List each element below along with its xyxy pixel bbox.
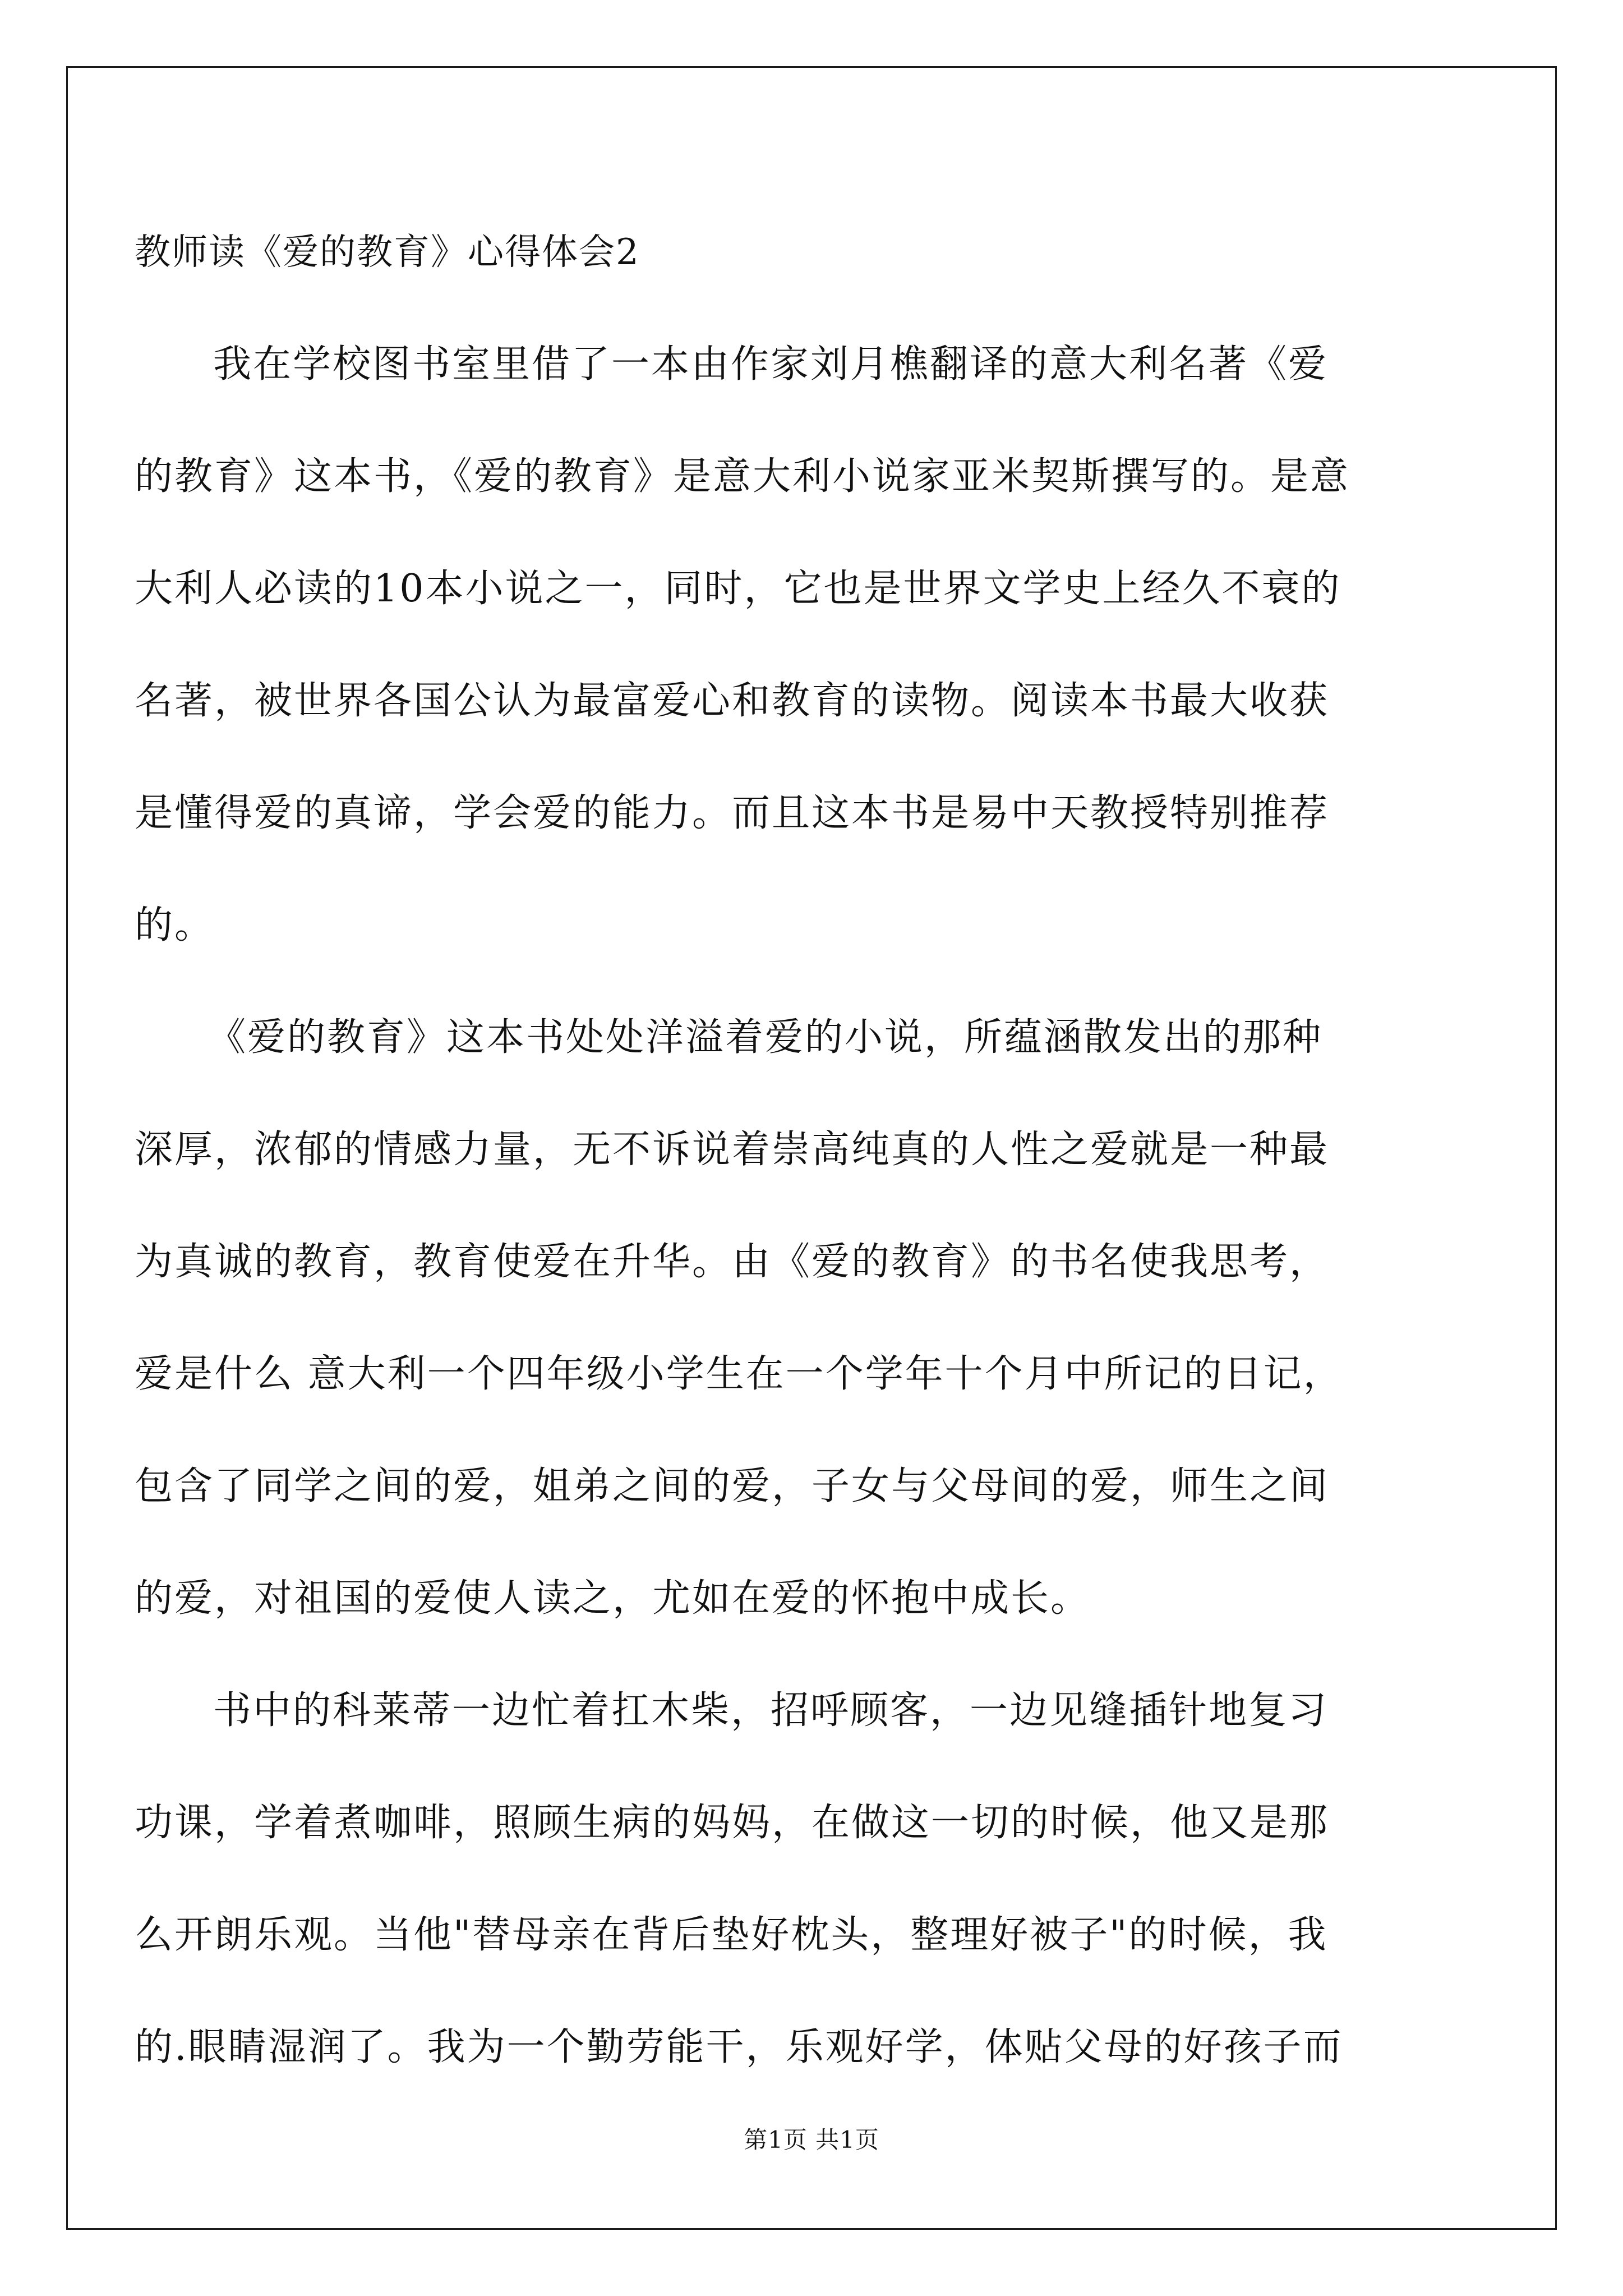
paragraph-3-line-4: 的.眼睛湿润了。我为一个勤劳能干，乐观好学，体贴父母的好孩子而: [135, 2025, 1343, 2069]
document-title: 教师读《爱的教育》心得体会2: [135, 232, 640, 273]
paragraph-1-line-2: 的教育》这本书，《爱的教育》是意大利小说家亚米契斯撰写的。是意: [135, 454, 1350, 499]
paragraph-2-line-2: 深厚，浓郁的情感力量，无不诉说着崇高纯真的人性之爱就是一种最: [135, 1128, 1330, 1172]
paragraph-1-line-6: 的。: [135, 903, 215, 947]
paragraph-1-line-4: 名著，被世界各国公认为最富爱心和教育的读物。阅读本书最大收获: [135, 679, 1330, 723]
paragraph-1-line-1: 我在学校图书室里借了一本由作家刘月樵翻译的意大利名著《爱: [213, 342, 1329, 386]
paragraph-2-line-1: 《爱的教育》这本书处处洋溢着爱的小说，所蕴涵散发出的那种: [208, 1015, 1323, 1060]
paragraph-1-line-3: 大利人必读的10本小说之一，同时，它也是世界文学史上经久不衰的: [135, 567, 1341, 611]
paragraph-2-line-6: 的爱，对祖国的爱使人读之，尤如在爱的怀抱中成长。: [135, 1576, 1091, 1621]
paragraph-2-line-4: 爱是什么 意大利一个四年级小学生在一个学年十个月中所记的日记，: [135, 1352, 1343, 1396]
page-footer: 第1页 共1页: [744, 2126, 879, 2154]
paragraph-3-line-1: 书中的科莱蒂一边忙着扛木柴，招呼顾客，一边见缝插针地复习: [213, 1688, 1329, 1733]
paragraph-3-line-3: 么开朗乐观。当他"替母亲在背后垫好枕头，整理好被子"的时候，我: [135, 1913, 1328, 1957]
paragraph-1-line-5: 是懂得爱的真谛，学会爱的能力。而且这本书是易中天教授特别推荐: [135, 791, 1330, 835]
paragraph-2-line-5: 包含了同学之间的爱，姐弟之间的爱，子女与父母间的爱，师生之间: [135, 1464, 1330, 1508]
paragraph-2-line-3: 为真诚的教育，教育使爱在升华。由《爱的教育》的书名使我思考，: [135, 1240, 1330, 1284]
paragraph-3-line-2: 功课，学着煮咖啡，照顾生病的妈妈，在做这一切的时候，他又是那: [135, 1801, 1330, 1845]
